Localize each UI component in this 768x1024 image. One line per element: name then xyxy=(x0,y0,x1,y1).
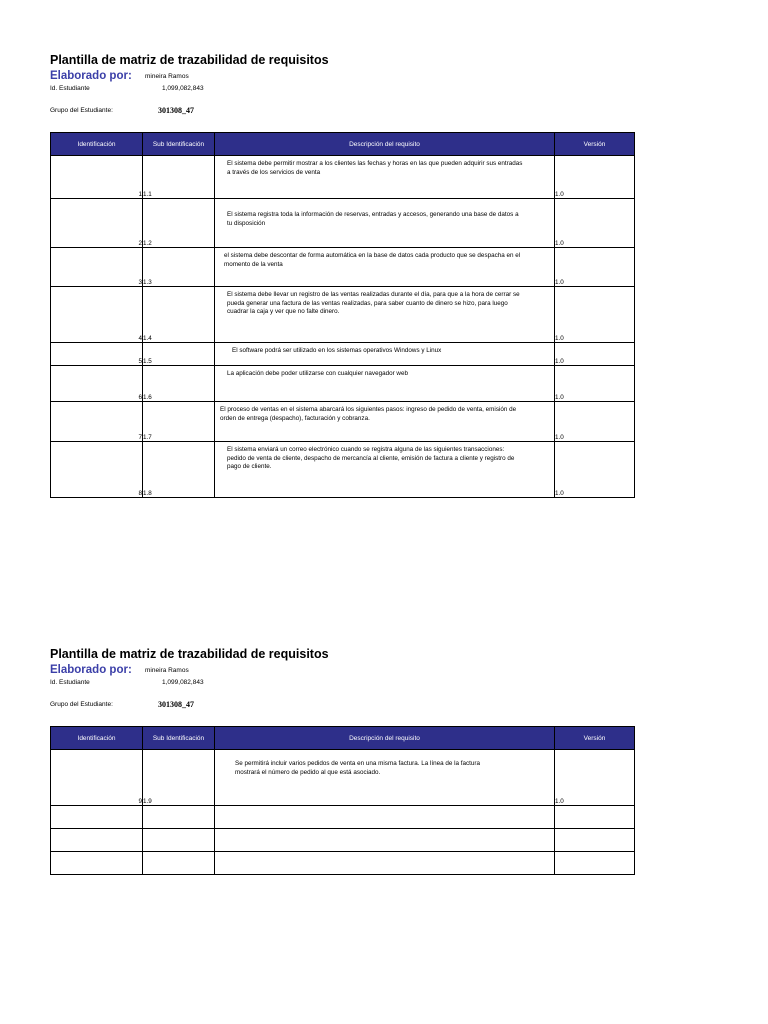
header-identificacion: Identificación xyxy=(51,727,143,750)
cell-sub-id: 1.3 xyxy=(143,248,215,287)
cell-sub-id: 1.9 xyxy=(143,750,215,806)
cell-description xyxy=(215,442,555,498)
table-row xyxy=(51,852,635,875)
cell-version: 1.0 xyxy=(555,366,635,402)
cell-sub-id: 1.7 xyxy=(143,402,215,442)
cell-id: 5 xyxy=(51,343,143,366)
table-header-row xyxy=(51,133,635,156)
cell-version: 1.0 xyxy=(555,199,635,248)
cell-sub-id xyxy=(143,829,215,852)
table-row xyxy=(51,156,635,199)
header-version: Versión xyxy=(555,727,635,750)
table-row xyxy=(51,402,635,442)
cell-description xyxy=(215,248,555,287)
table-row xyxy=(51,199,635,248)
cell-sub-id xyxy=(143,852,215,875)
requirements-table xyxy=(50,726,635,875)
cell-description xyxy=(215,287,555,343)
cell-id: 2 xyxy=(51,199,143,248)
table-header-row xyxy=(51,727,635,750)
page-title: Plantilla de matriz de trazabilidad de requisitos xyxy=(50,647,329,661)
description-text: El sistema debe llevar un registro de las ventas realizadas durante el día, para que a la hora de cerrar se pueda generar una factura de las ventas realizadas, para saber cuanto de dinero se hizo, para luego cuadrar la caja y ver que no falte dinero. xyxy=(227,291,520,315)
cell-description xyxy=(215,750,555,806)
cell-version: 1.0 xyxy=(555,248,635,287)
student-id-label: Id. Estudiante xyxy=(50,85,90,92)
header-version: Versión xyxy=(555,133,635,156)
author-name: mineira Ramos xyxy=(145,667,189,674)
cell-description xyxy=(215,156,555,199)
author-row xyxy=(50,663,634,677)
cell-description xyxy=(215,402,555,442)
cell-version xyxy=(555,829,635,852)
cell-description xyxy=(215,366,555,402)
page-title: Plantilla de matriz de trazabilidad de requisitos xyxy=(50,53,329,67)
description-text: El sistema enviará un correo electrónico cuando se registra alguna de las siguientes transacciones: pedido de venta de cliente, despacho de mercancía al cliente, emisión de factura a cliente y registro de pago de cliente. xyxy=(227,446,515,470)
cell-id: 1 xyxy=(51,156,143,199)
student-id-row xyxy=(50,83,634,95)
requirements-table xyxy=(50,132,635,498)
author-label: Elaborado por: xyxy=(50,70,132,82)
cell-version: 1.0 xyxy=(555,402,635,442)
header-sub-identificacion: Sub Identificación xyxy=(143,133,215,156)
cell-version: 1.0 xyxy=(555,156,635,199)
cell-sub-id: 1.2 xyxy=(143,199,215,248)
cell-id: 7 xyxy=(51,402,143,442)
cell-id: 9 xyxy=(51,750,143,806)
cell-sub-id: 1.5 xyxy=(143,343,215,366)
cell-id: 8 xyxy=(51,442,143,498)
cell-version: 1.0 xyxy=(555,287,635,343)
group-row xyxy=(50,105,634,117)
group-value: 301308_47 xyxy=(158,700,194,709)
table-row xyxy=(51,829,635,852)
cell-sub-id: 1.4 xyxy=(143,287,215,343)
cell-version: 1.0 xyxy=(555,750,635,806)
student-id-row xyxy=(50,677,634,689)
table-row xyxy=(51,366,635,402)
cell-sub-id xyxy=(143,806,215,829)
group-label: Grupo del Estudiante: xyxy=(50,701,113,708)
group-value: 301308_47 xyxy=(158,106,194,115)
section-1 xyxy=(50,52,634,497)
author-name: mineira Ramos xyxy=(145,73,189,80)
cell-version: 1.0 xyxy=(555,343,635,366)
header-descripcion: Descripción del requisito xyxy=(215,727,555,750)
author-row xyxy=(50,69,634,83)
table-row xyxy=(51,248,635,287)
description-text: El proceso de ventas en el sistema abarcará los siguientes pasos: ingreso de pedido de venta, emisión de orden de entrega (despacho), facturación y cobranza. xyxy=(220,406,517,422)
cell-description xyxy=(215,852,555,875)
description-text: El sistema registra toda la información de reservas, entradas y accesos, generando una base de datos a tu disposición xyxy=(227,211,519,227)
cell-description xyxy=(215,829,555,852)
cell-description xyxy=(215,199,555,248)
cell-description xyxy=(215,343,555,366)
table-row xyxy=(51,750,635,806)
cell-version xyxy=(555,852,635,875)
student-id-value: 1,099,082,843 xyxy=(162,85,204,92)
cell-id: 4 xyxy=(51,287,143,343)
table-row xyxy=(51,442,635,498)
description-text: el sistema debe descontar de forma automática en la base de datos cada producto que se despacha en el momento de la venta xyxy=(224,252,521,268)
header-sub-identificacion: Sub Identificación xyxy=(143,727,215,750)
author-label: Elaborado por: xyxy=(50,664,132,676)
group-row xyxy=(50,699,634,711)
description-text: El software podrá ser utilizado en los sistemas operativos Windows y Linux xyxy=(232,347,442,354)
cell-version: 1.0 xyxy=(555,442,635,498)
description-text: Se permitirá incluir varios pedidos de venta en una misma factura. La línea de la factura mostrará el número de pedido al que está asociado. xyxy=(235,760,481,776)
description-text: El sistema debe permitir mostrar a los clientes las fechas y horas en las que pueden adquirir sus entradas a través de los servicios de venta xyxy=(227,160,523,176)
cell-id xyxy=(51,829,143,852)
cell-description xyxy=(215,806,555,829)
group-label: Grupo del Estudiante: xyxy=(50,107,113,114)
student-id-value: 1,099,082,843 xyxy=(162,679,204,686)
cell-sub-id: 1.6 xyxy=(143,366,215,402)
header-identificacion: Identificación xyxy=(51,133,143,156)
description-text: La aplicación debe poder utilizarse con cualquier navegador web xyxy=(227,370,408,377)
student-id-label: Id. Estudiante xyxy=(50,679,90,686)
section-2 xyxy=(50,646,634,805)
cell-id: 6 xyxy=(51,366,143,402)
cell-id xyxy=(51,806,143,829)
cell-id xyxy=(51,852,143,875)
table-row xyxy=(51,806,635,829)
cell-id: 3 xyxy=(51,248,143,287)
table-row xyxy=(51,343,635,366)
cell-sub-id: 1.1 xyxy=(143,156,215,199)
cell-sub-id: 1.8 xyxy=(143,442,215,498)
header-descripcion: Descripción del requisito xyxy=(215,133,555,156)
table-row xyxy=(51,287,635,343)
cell-version xyxy=(555,806,635,829)
